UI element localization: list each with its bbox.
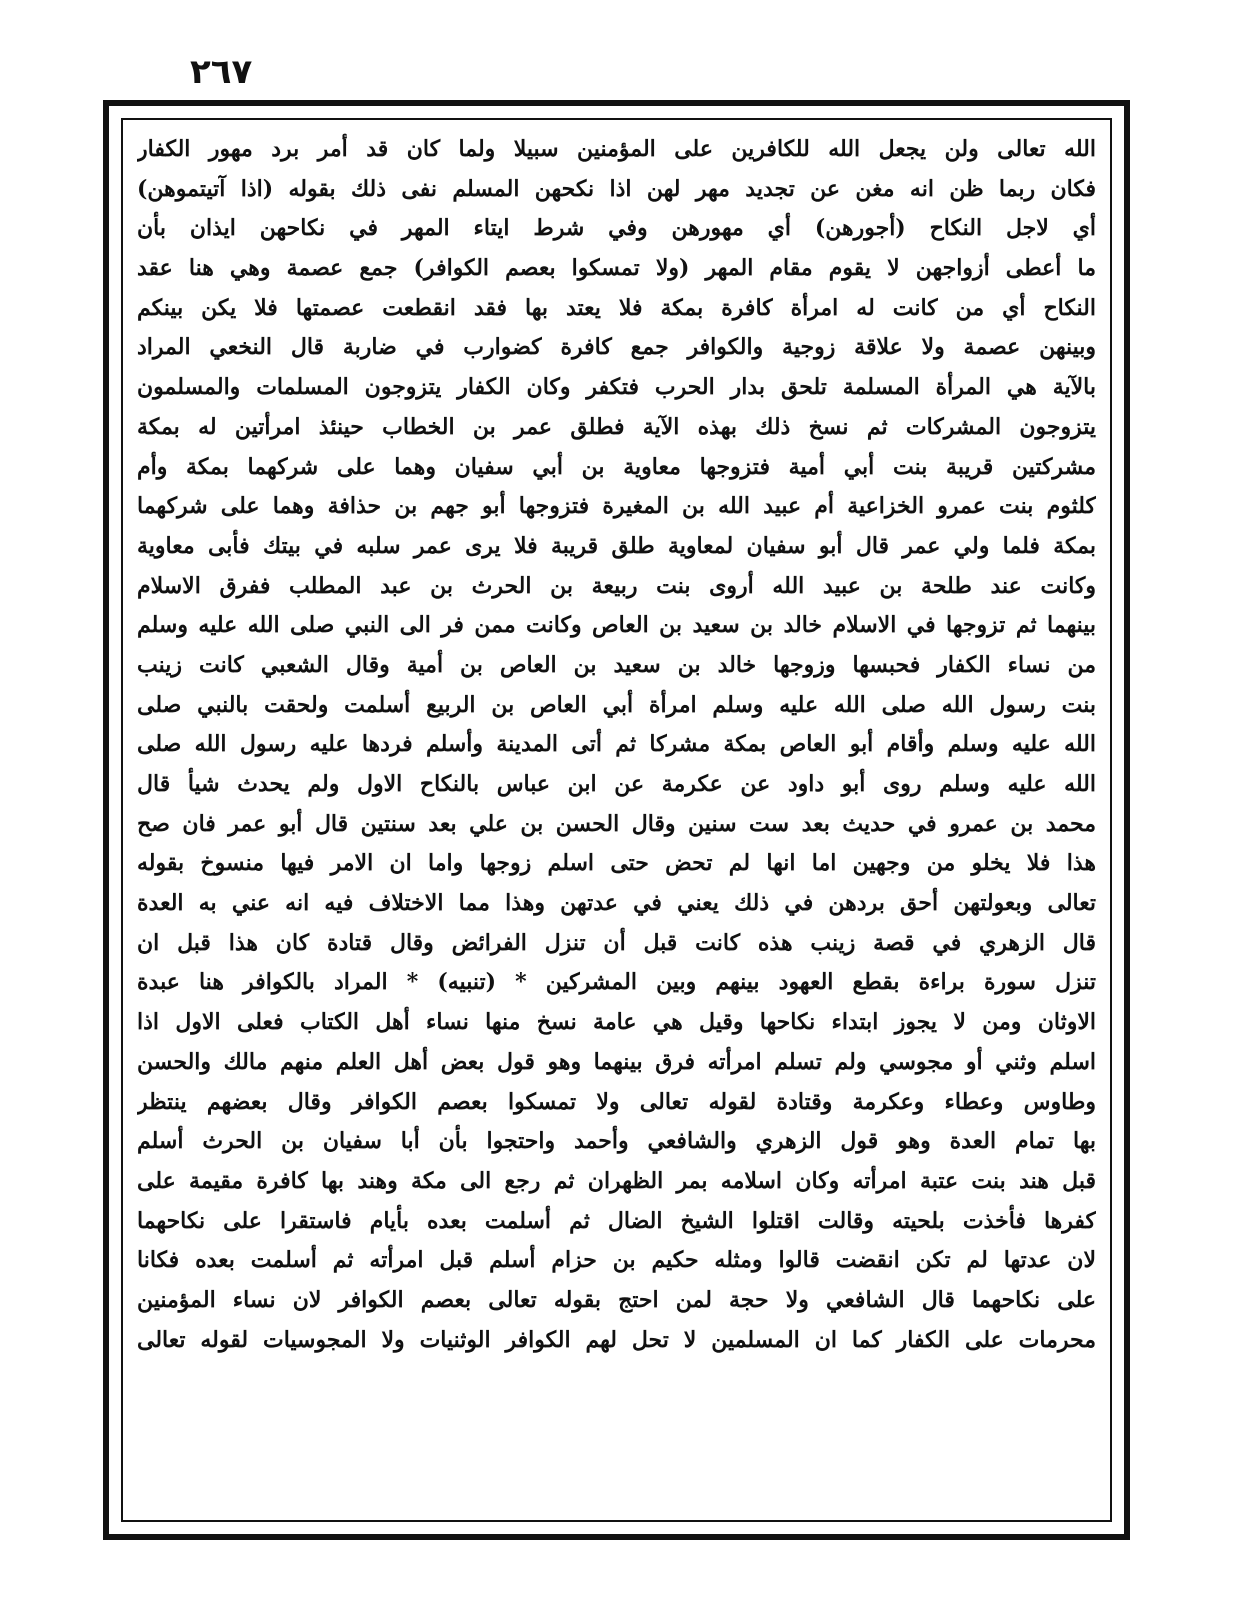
- text-line: وكانت عند طلحة بن عبيد الله أروى بنت ربيعة بن الحرث بن عبد المطلب ففرق الاسلام: [137, 572, 1096, 599]
- text-line: الله عليه وسلم روى أبو داود عن عكرمة عن ابن عباس بالنكاح الاول ولم يحدث شيأ قال: [137, 771, 1096, 797]
- text-line: من نساء الكفار فحبسها وزوجها خالد بن سعيد بن العاص بن أمية وقال الشعبي كانت زينب: [137, 651, 1096, 678]
- text-line: على نكاحهما قال الشافعي ولا حجة لمن احتج بقوله تعالى بعصم الكوافر لان نساء المؤمنين: [137, 1286, 1096, 1313]
- page-border-inner: [121, 118, 1112, 1522]
- text-line: وبينهن عصمة ولا علاقة زوجية والكوافر جمع كافرة كضوارب في ضاربة قال النخعي المراد: [137, 334, 1096, 361]
- text-line: مشركتين قريبة بنت أبي أمية فتزوجها معاوية بن أبي سفيان وهما على شركهما بمكة وأم: [137, 453, 1096, 480]
- page-border-outer: [103, 100, 1130, 1540]
- text-line: ما أعطى أزواجهن لا يقوم مقام المهر (ولا تمسكوا بعصم الكوافر) جمع عصمة وهي هنا عقد: [137, 255, 1096, 282]
- text-line: النكاح أي من كانت له امرأة كافرة بمكة فلا يعتد بها فقد انقطعت عصمتها فلا يكن بينكم: [137, 294, 1096, 321]
- text-line: الله عليه وسلم وأقام أبو العاص بمكة مشركا ثم أتى المدينة وأسلم فردها عليه رسول الله صلى: [137, 731, 1096, 758]
- text-line: تنزل سورة براءة بقطع العهود بينهم وبين المشركين * (تنبيه) * المراد بالكوافر هنا عبدة: [137, 969, 1096, 996]
- text-line: كلثوم بنت عمرو الخزاعية أم عبيد الله بن المغيرة فتزوجها أبو جهم بن حذافة وهما على شركهما: [137, 493, 1096, 520]
- text-line: يتزوجون المشركات ثم نسخ ذلك بهذه الآية فطلق عمر بن الخطاب حينئذ امرأتين له بمكة: [137, 413, 1096, 440]
- text-line: تعالى وبعولتهن أحق بردهن في ذلك يعني في عدتهن وهذا مما الاختلاف فيه انه عني به العدة: [137, 890, 1096, 917]
- text-line: بها تمام العدة وهو قول الزهري والشافعي وأحمد واحتجوا بأن أبا سفيان بن الحرث أسلم: [137, 1128, 1096, 1155]
- text-body: [137, 130, 1096, 1512]
- text-line: قبل هند بنت عتبة امرأته وكان اسلامه بمر الظهران ثم رجع الى مكة وهند بها كافرة مقيمة على: [137, 1167, 1096, 1194]
- text-line: الاوثان ومن لا يجوز ابتداء نكاحها وقيل هي عامة نسخ منها نساء أهل الكتاب فعلى الاول اذا: [137, 1009, 1096, 1036]
- text-line: أي لاجل النكاح (أجورهن) أي مهورهن وفي شرط ايتاء المهر في نكاحهن ايذان بأن: [137, 215, 1096, 242]
- text-line: هذا فلا يخلو من وجهين اما انها لم تحض حتى اسلم زوجها واما ان الامر فيها منسوخ بقوله: [137, 850, 1096, 877]
- text-line: بينهما ثم تزوجها في الاسلام خالد بن سعيد بن العاص وكانت ممن فر الى النبي صلى الله عليه وسلم: [137, 612, 1096, 639]
- text-line: بالآية هي المرأة المسلمة تلحق بدار الحرب فتكفر وكان الكفار يتزوجون المسلمات والمسلمون: [137, 374, 1096, 401]
- text-line: بنت رسول الله صلى الله عليه وسلم امرأة أبي العاص بن الربيع أسلمت ولحقت بالنبي صلى: [137, 691, 1096, 718]
- text-line: اسلم وثني أو مجوسي ولم تسلم امرأته فرق بينهما وهو قول بعض أهل العلم منهم مالك والحسن: [137, 1048, 1096, 1075]
- text-line: كفرها فأخذت بلحيته وقالت اقتلوا الشيخ الضال ثم أسلمت بعده بأيام فاستقرا على نكاحهما: [137, 1207, 1096, 1234]
- text-line: محرمات على الكفار كما ان المسلمين لا تحل لهم الكوافر الوثنيات ولا المجوسيات لقوله تعالى: [137, 1326, 1096, 1353]
- text-line: فكان ربما ظن انه مغن عن تجديد مهر لهن اذا نكحهن المسلم نفى ذلك بقوله (اذا آتيتموهن): [137, 175, 1096, 202]
- text-line: الله تعالى ولن يجعل الله للكافرين على المؤمنين سبيلا ولما كان قد أمر برد مهور الكفار: [137, 136, 1096, 162]
- text-line: وطاوس وعطاء وعكرمة وقتادة لقوله تعالى ولا تمسكوا بعصم الكوافر وقال بعضهم ينتظر: [137, 1088, 1096, 1115]
- text-line: لان عدتها لم تكن انقضت قالوا ومثله حكيم بن حزام أسلم قبل امرأته ثم أسلمت بعده فكانا: [137, 1247, 1096, 1274]
- text-line: بمكة فلما ولي عمر قال أبو سفيان لمعاوية طلق قريبة فلا يرى عمر سلبه في بيتك فأبى معاوية: [137, 532, 1096, 559]
- text-line: قال الزهري في قصة زينب هذه كانت قبل أن تنزل الفرائض وقال قتادة كان هذا قبل ان: [137, 929, 1096, 956]
- text-line: محمد بن عمرو في حديث بعد ست سنين وقال الحسن بن علي بعد سنتين قال أبو عمر فان صح: [137, 810, 1096, 837]
- page-number: ٢٦٧: [190, 52, 253, 92]
